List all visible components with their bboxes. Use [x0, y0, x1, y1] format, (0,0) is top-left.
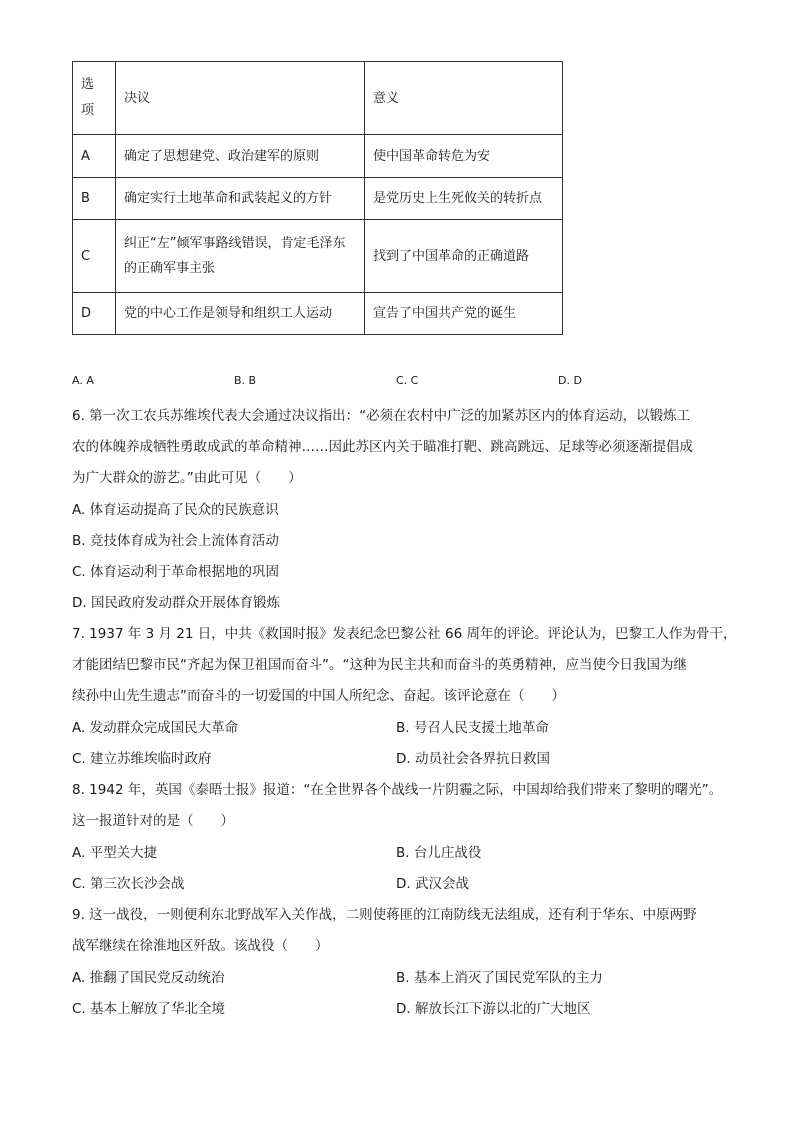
- choice-c[interactable]: C. C: [396, 374, 419, 387]
- q6-option-b[interactable]: B. 竞技体育成为社会上流体育活动: [72, 533, 279, 549]
- q7-option-a[interactable]: A. 发动群众完成国民大革命: [72, 720, 239, 736]
- q6-stem-line-1: 6. 第一次工农兵苏维埃代表大会通过决议指出：“必须在农村中广泛的加紧苏区内的体育运动，以锻炼工: [72, 408, 691, 424]
- meaning-cell: 找到了中国革命的正确道路: [365, 220, 563, 293]
- option-cell: A: [73, 135, 116, 178]
- option-cell: C: [73, 220, 116, 293]
- q9-option-a[interactable]: A. 推翻了国民党反动统治: [72, 970, 225, 986]
- header-option-label-1: 选: [81, 77, 95, 92]
- decision-cell: 纠正“左”倾军事路线错误，肯定毛泽东的正确军事主张: [116, 220, 365, 293]
- decision-cell: 确定实行土地革命和武装起义的方针: [116, 178, 365, 220]
- q8-stem-line-2: 这一报道针对的是（ ）: [72, 813, 234, 829]
- q6-option-d[interactable]: D. 国民政府发动群众开展体育锻炼: [72, 595, 280, 611]
- q9-stem-line-1: 9. 这一战役，一则便利东北野战军入关作战，二则使蒋匪的江南防线无法组成，还有利于华东、中原两野: [72, 907, 697, 923]
- q6-option-c[interactable]: C. 体育运动利于革命根据地的巩固: [72, 564, 280, 580]
- header-meaning-cell: 意义: [365, 62, 563, 135]
- option-cell: D: [73, 293, 116, 335]
- q9-stem-line-2: 战军继续在徐淮地区歼敌。该战役（ ）: [72, 938, 329, 954]
- q7-option-d[interactable]: D. 动员社会各界抗日救国: [396, 751, 550, 767]
- table-row: [73, 135, 563, 178]
- q8-option-d[interactable]: D. 武汉会战: [396, 876, 469, 892]
- q6-option-a[interactable]: A. 体育运动提高了民众的民族意识: [72, 502, 279, 518]
- meaning-cell: 是党历史上生死攸关的转折点: [365, 178, 563, 220]
- q8-option-b[interactable]: B. 台儿庄战役: [396, 845, 482, 861]
- choice-a[interactable]: A. A: [72, 374, 94, 387]
- q9-option-c[interactable]: C. 基本上解放了华北全境: [72, 1001, 226, 1017]
- q7-option-c[interactable]: C. 建立苏维埃临时政府: [72, 751, 212, 767]
- choice-d[interactable]: D. D: [558, 374, 582, 387]
- meaning-cell: 宣告了中国共产党的诞生: [365, 293, 563, 335]
- q9-option-b[interactable]: B. 基本上消灭了国民党军队的主力: [396, 970, 603, 986]
- option-cell: B: [73, 178, 116, 220]
- decision-cell: 确定了思想建党、政治建军的原则: [116, 135, 365, 178]
- q8-stem-line-1: 8. 1942 年，英国《泰晤士报》报道：“在全世界各个战线一片阴霾之际，中国却给我们带来了黎明的曙光”。: [72, 782, 723, 798]
- table-header-row: [73, 62, 563, 135]
- q7-stem-line-2: 才能团结巴黎市民“齐起为保卫祖国而奋斗”。“这种为民主共和而奋斗的英勇精神，应当使今日我国为继: [72, 657, 687, 673]
- q6-stem-line-2: 农的体魄养成牺牲勇敢成武的革命精神……因此苏区内关于瞄准打靶、跳高跳远、足球等必须逐渐提倡成: [72, 439, 693, 455]
- header-option-label-2: 项: [81, 103, 95, 118]
- q7-option-b[interactable]: B. 号召人民支援土地革命: [396, 720, 549, 736]
- header-decision-cell: 决议: [116, 62, 365, 135]
- q6-stem-line-3: 为广大群众的游艺。”由此可见（ ）: [72, 470, 302, 486]
- q7-stem-line-1: 7. 1937 年 3 月 21 日，中共《救国时报》发表纪念巴黎公社 66 周年的评论。评论认为，巴黎工人作为骨干，: [72, 626, 737, 642]
- meaning-cell: 使中国革命转危为安: [365, 135, 563, 178]
- table-row: [73, 293, 563, 335]
- q9-option-d[interactable]: D. 解放长江下游以北的广大地区: [396, 1001, 591, 1017]
- table-row: [73, 178, 563, 220]
- q7-stem-line-3: 续孙中山先生遗志”而奋斗的一切爱国的中国人所纪念、奋起。该评论意在（ ）: [72, 688, 565, 704]
- table-row: [73, 220, 563, 293]
- options-table: [72, 61, 563, 335]
- choice-b[interactable]: B. B: [234, 374, 257, 387]
- header-option-cell: [73, 62, 116, 135]
- decision-cell: 党的中心工作是领导和组织工人运动: [116, 293, 365, 335]
- q8-option-c[interactable]: C. 第三次长沙会战: [72, 876, 185, 892]
- q8-option-a[interactable]: A. 平型关大捷: [72, 845, 158, 861]
